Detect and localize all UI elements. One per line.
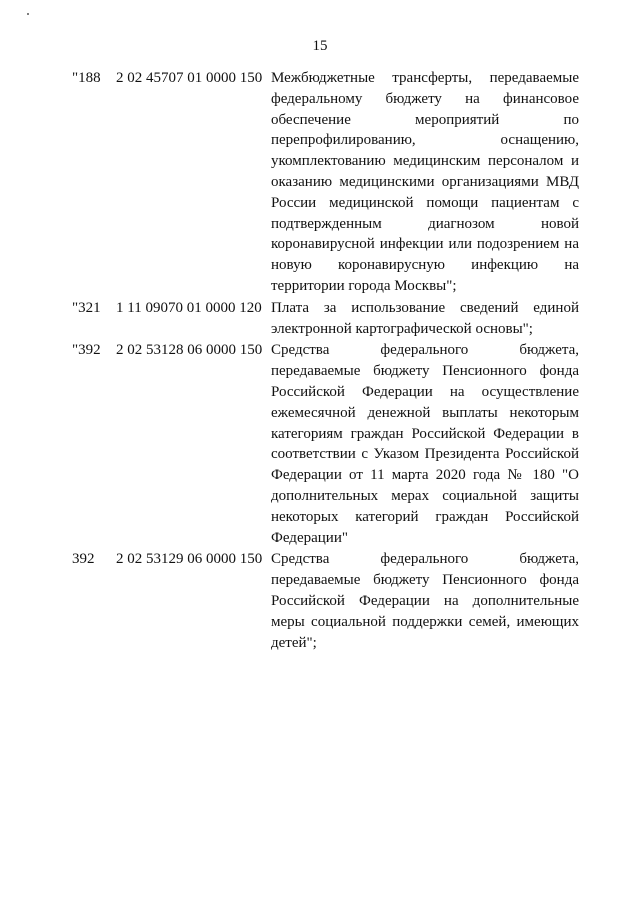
- income-description: [271, 340, 579, 548]
- description-line: России медицинской помощи пациентам с: [271, 194, 579, 211]
- description-line: Российской Федерации на осуществление: [271, 383, 579, 400]
- description-line: новую коронавирусную инфекцию на: [271, 257, 579, 274]
- description-line: обеспечение мероприятий по: [271, 111, 579, 128]
- kbk-code: 1 11 09070 01 0000 120: [116, 299, 262, 316]
- description-line: электронной картографической основы";: [271, 320, 533, 337]
- description-line: категориям граждан Российской Федерации в: [271, 425, 579, 442]
- description-line: передаваемые бюджету Пенсионного фонда: [271, 363, 579, 380]
- description-line: оказанию медицинскими организациями МВД: [271, 173, 579, 190]
- admin-code: "392: [72, 342, 101, 359]
- description-line: территории города Москвы";: [271, 277, 457, 294]
- table-row: [0, 340, 640, 548]
- income-description: [271, 549, 579, 653]
- description-line: меры социальной поддержки семей, имеющих: [271, 613, 579, 630]
- kbk-code: 2 02 45707 01 0000 150: [116, 70, 263, 86]
- description-line: Средства федерального бюджета,: [271, 551, 579, 568]
- description-line: перепрофилированию, оснащению,: [271, 132, 579, 149]
- description-line: Межбюджетные трансферты, передаваемые: [271, 70, 579, 86]
- description-line: коронавирусной инфекции или подозрением на: [271, 236, 579, 253]
- code-table: [0, 68, 640, 653]
- admin-code: "188: [72, 70, 101, 86]
- description-line: Федерации от 11 марта 2020 года № 180 "О: [271, 467, 579, 484]
- kbk-code: 2 02 53128 06 0000 150: [116, 342, 263, 359]
- description-line: детей";: [271, 634, 317, 651]
- income-description: [271, 298, 579, 340]
- description-line: некоторых категорий граждан Российской: [271, 508, 579, 525]
- description-line: подтвержденным диагнозом новой: [271, 215, 579, 232]
- kbk-code: 2 02 53129 06 0000 150: [116, 551, 263, 568]
- description-line: соответствии с Указом Президента Российской: [271, 446, 579, 463]
- description-line: Средства федерального бюджета,: [271, 342, 579, 359]
- description-line: ежемесячной денежной выплаты некоторым: [271, 404, 579, 421]
- description-line: Российской Федерации на дополнительные: [271, 592, 579, 609]
- description-line: дополнительных мерах социальной защиты: [271, 487, 579, 504]
- table-row: [0, 549, 640, 653]
- income-description: [271, 68, 579, 297]
- description-line: передаваемые бюджету Пенсионного фонда: [271, 572, 579, 589]
- admin-code: "321: [72, 299, 101, 316]
- table-row: [0, 68, 640, 297]
- page-number: 15: [312, 38, 328, 54]
- scan-speck: [27, 13, 29, 15]
- description-line: Плата за использование сведений единой: [271, 299, 579, 316]
- description-line: федеральному бюджету на финансовое: [271, 90, 579, 107]
- description-line: укомплектованию медицинским персоналом и: [271, 153, 579, 170]
- admin-code: 392: [72, 551, 95, 568]
- description-line: Федерации": [271, 529, 348, 546]
- table-row: [0, 298, 640, 340]
